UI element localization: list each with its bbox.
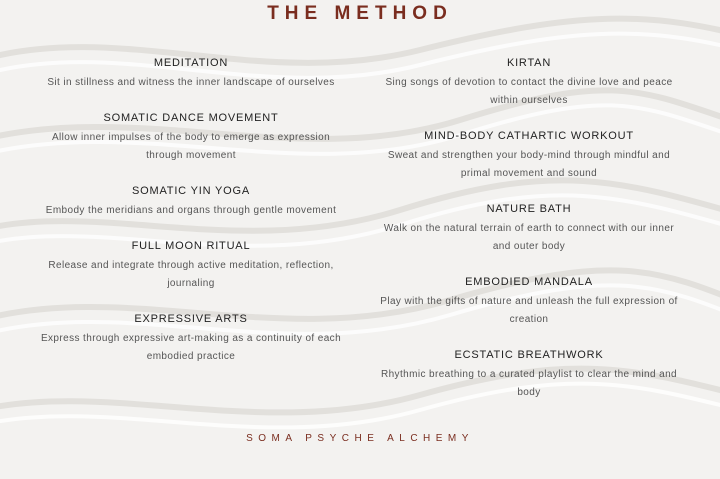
method-item-description: Walk on the natural terrain of earth to connect with our inner and outer body (383, 223, 675, 252)
method-item-title: MEDITATION (153, 57, 229, 69)
method-item-title: EXPRESSIVE ARTS (134, 313, 248, 325)
method-item (374, 128, 684, 183)
method-item-title: SOMATIC YIN YOGA (132, 185, 250, 197)
method-item-title: EMBODIED MANDALA (465, 276, 593, 288)
method-item (36, 311, 346, 366)
method-item-description: Sit in stillness and witness the inner landscape of ourselves (47, 77, 335, 88)
method-item-description: Embody the meridians and organs through gentle movement (45, 205, 337, 216)
method-item-description: Sweat and strengthen your body-mind through mindful and primal movement and sound (387, 150, 671, 179)
method-item (374, 201, 684, 256)
method-item-title: NATURE BATH (486, 203, 572, 215)
method-item (36, 183, 346, 220)
method-item-title: MIND-BODY CATHARTIC WORKOUT (424, 130, 634, 142)
method-item (36, 55, 346, 92)
method-item-title: SOMATIC DANCE MOVEMENT (103, 112, 279, 124)
method-item-title: ECSTATIC BREATHWORK (454, 349, 604, 361)
method-item (374, 274, 684, 329)
method-item-description: Sing songs of devotion to contact the divine love and peace within ourselves (385, 77, 673, 106)
page-title: THE METHOD (267, 3, 453, 24)
method-item-description: Rhythmic breathing to a curated playlist to clear the mind and body (380, 369, 678, 398)
method-item-title: KIRTAN (506, 57, 552, 69)
method-item (36, 238, 346, 293)
method-item-description: Release and integrate through active meditation, reflection, journaling (48, 260, 334, 289)
method-item (374, 347, 684, 402)
left-column (36, 55, 346, 384)
method-item-description: Allow inner impulses of the body to emerge as expression through movement (51, 132, 331, 161)
method-item-description: Play with the gifts of nature and unleash the full expression of creation (380, 296, 678, 325)
method-item-title: FULL MOON RITUAL (131, 240, 251, 252)
method-item-description: Express through expressive art-making as a continuity of each embodied practice (40, 333, 342, 362)
method-item (36, 110, 346, 165)
method-item (374, 55, 684, 110)
brand-footer: SOMA PSYCHE ALCHEMY (246, 433, 474, 444)
right-column (374, 55, 684, 420)
